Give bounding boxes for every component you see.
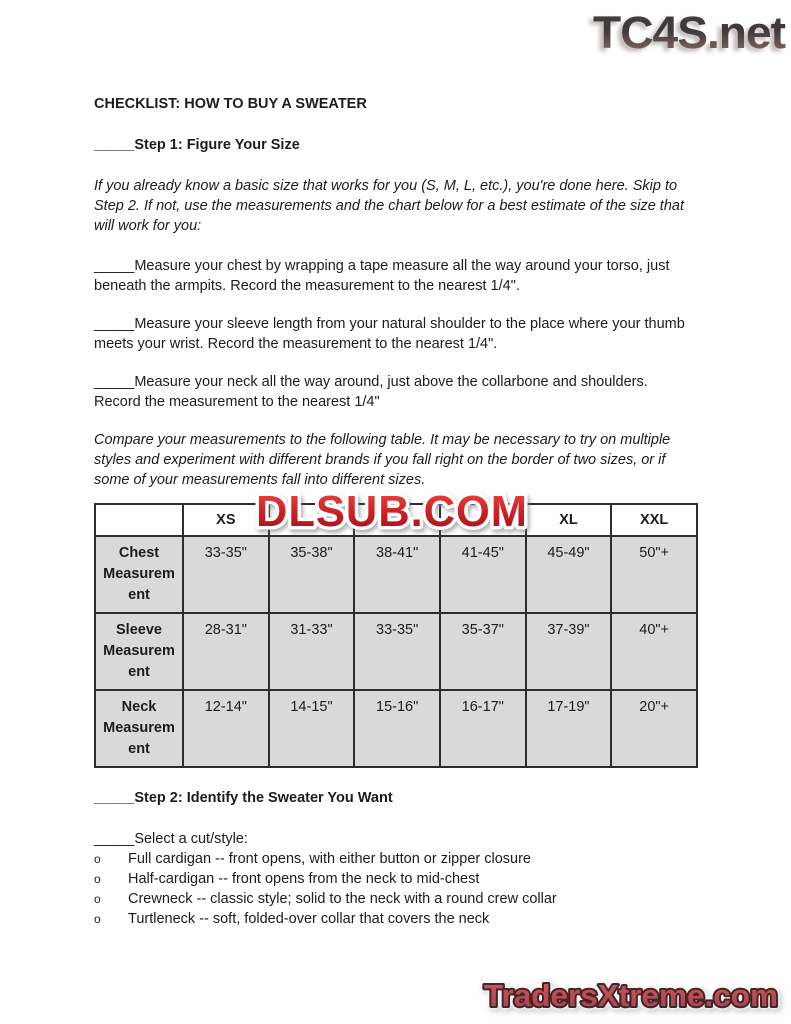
style-option-text: Crewneck -- classic style; solid to the neck with a round crew collar bbox=[128, 891, 557, 907]
tradersxtreme-logo-text: TradersXtreme.com bbox=[484, 978, 778, 1013]
size-col-header-xxl: XXL bbox=[611, 504, 697, 536]
style-option-turtleneck bbox=[94, 909, 698, 929]
size-col-header-m-hidden bbox=[354, 504, 440, 536]
chest-value-l: 41-45" bbox=[440, 536, 526, 613]
measure-neck-paragraph: _____Measure your neck all the way around, just above the collarbone and shoulders. Record the measurement to the nearest 1/4" bbox=[94, 374, 648, 410]
tradersxtreme-logo bbox=[475, 973, 787, 1019]
tc4s-logo bbox=[585, 2, 791, 60]
sleeve-value-xs: 28-31" bbox=[183, 613, 269, 690]
sleeve-value-xl: 37-39" bbox=[526, 613, 612, 690]
chest-value-m: 38-41" bbox=[354, 536, 440, 613]
chest-measurement-row bbox=[95, 536, 697, 613]
chest-row-label: Chest Measurement bbox=[95, 536, 183, 613]
size-chart-header-row bbox=[95, 504, 697, 536]
neck-row-label: Neck Measurement bbox=[95, 690, 183, 767]
tc4s-logo-text: TC4S.net bbox=[593, 7, 787, 58]
bullet-icon: o bbox=[94, 872, 101, 886]
size-col-header-blank bbox=[95, 504, 183, 536]
bullet-icon: o bbox=[94, 892, 101, 906]
style-option-text: Half-cardigan -- front opens from the neck to mid-chest bbox=[128, 871, 480, 887]
sleeve-row-label: Sleeve Measurement bbox=[95, 613, 183, 690]
bullet-icon: o bbox=[94, 912, 101, 926]
neck-value-xs: 12-14" bbox=[183, 690, 269, 767]
size-chart-section bbox=[94, 487, 698, 768]
neck-value-l: 16-17" bbox=[440, 690, 526, 767]
neck-value-xxl: 20"+ bbox=[611, 690, 697, 767]
step2-heading: _____Step 2: Identify the Sweater You Want bbox=[94, 790, 393, 806]
neck-value-s: 14-15" bbox=[269, 690, 355, 767]
sleeve-value-s: 31-33" bbox=[269, 613, 355, 690]
size-col-header-xl: XL bbox=[526, 504, 612, 536]
style-option-full-cardigan bbox=[94, 849, 698, 869]
chest-value-s: 35-38" bbox=[269, 536, 355, 613]
dlsub-watermark-text: DLSUB.COM bbox=[256, 487, 528, 536]
style-option-text: Full cardigan -- front opens, with either button or zipper closure bbox=[128, 851, 531, 867]
neck-measurement-row bbox=[95, 690, 697, 767]
chest-value-xs: 33-35" bbox=[183, 536, 269, 613]
neck-value-m: 15-16" bbox=[354, 690, 440, 767]
sleeve-value-l: 35-37" bbox=[440, 613, 526, 690]
chest-value-xxl: 50"+ bbox=[611, 536, 697, 613]
size-col-header-l-hidden bbox=[440, 504, 526, 536]
size-col-header-xs: XS bbox=[183, 504, 269, 536]
measure-chest-paragraph: _____Measure your chest by wrapping a tape measure all the way around your torso, just beneath the armpits. Record the measurement to the nearest 1/4". bbox=[94, 258, 670, 294]
size-col-header-s-hidden bbox=[269, 504, 355, 536]
sleeve-value-m: 33-35" bbox=[354, 613, 440, 690]
step1-heading: _____Step 1: Figure Your Size bbox=[94, 137, 300, 153]
size-chart-table bbox=[94, 503, 698, 768]
select-style-label: _____Select a cut/style: bbox=[94, 831, 248, 847]
compare-paragraph: Compare your measurements to the following table. It may be necessary to try on multiple styles and experiment with different brands if you fall right on the border of two sizes, or if some of your measurements fall into different sizes. bbox=[94, 432, 671, 488]
measure-sleeve-paragraph: _____Measure your sleeve length from your natural shoulder to the place where your thumb meets your wrist. Record the measurement to the nearest 1/4". bbox=[94, 316, 685, 352]
style-option-half-cardigan bbox=[94, 869, 698, 889]
style-option-crewneck bbox=[94, 889, 698, 909]
chest-value-xl: 45-49" bbox=[526, 536, 612, 613]
sleeve-value-xxl: 40"+ bbox=[611, 613, 697, 690]
neck-value-xl: 17-19" bbox=[526, 690, 612, 767]
document-title: CHECKLIST: HOW TO BUY A SWEATER bbox=[94, 96, 367, 112]
bullet-icon: o bbox=[94, 852, 101, 866]
step1-intro-paragraph: If you already know a basic size that works for you (S, M, L, etc.), you're done here. Skip to Step 2. If not, use the measurements and the chart below for a best estimate of the size that will work for you: bbox=[94, 178, 684, 234]
sleeve-measurement-row bbox=[95, 613, 697, 690]
style-option-text: Turtleneck -- soft, folded-over collar that covers the neck bbox=[128, 911, 490, 927]
document-body bbox=[94, 94, 698, 929]
